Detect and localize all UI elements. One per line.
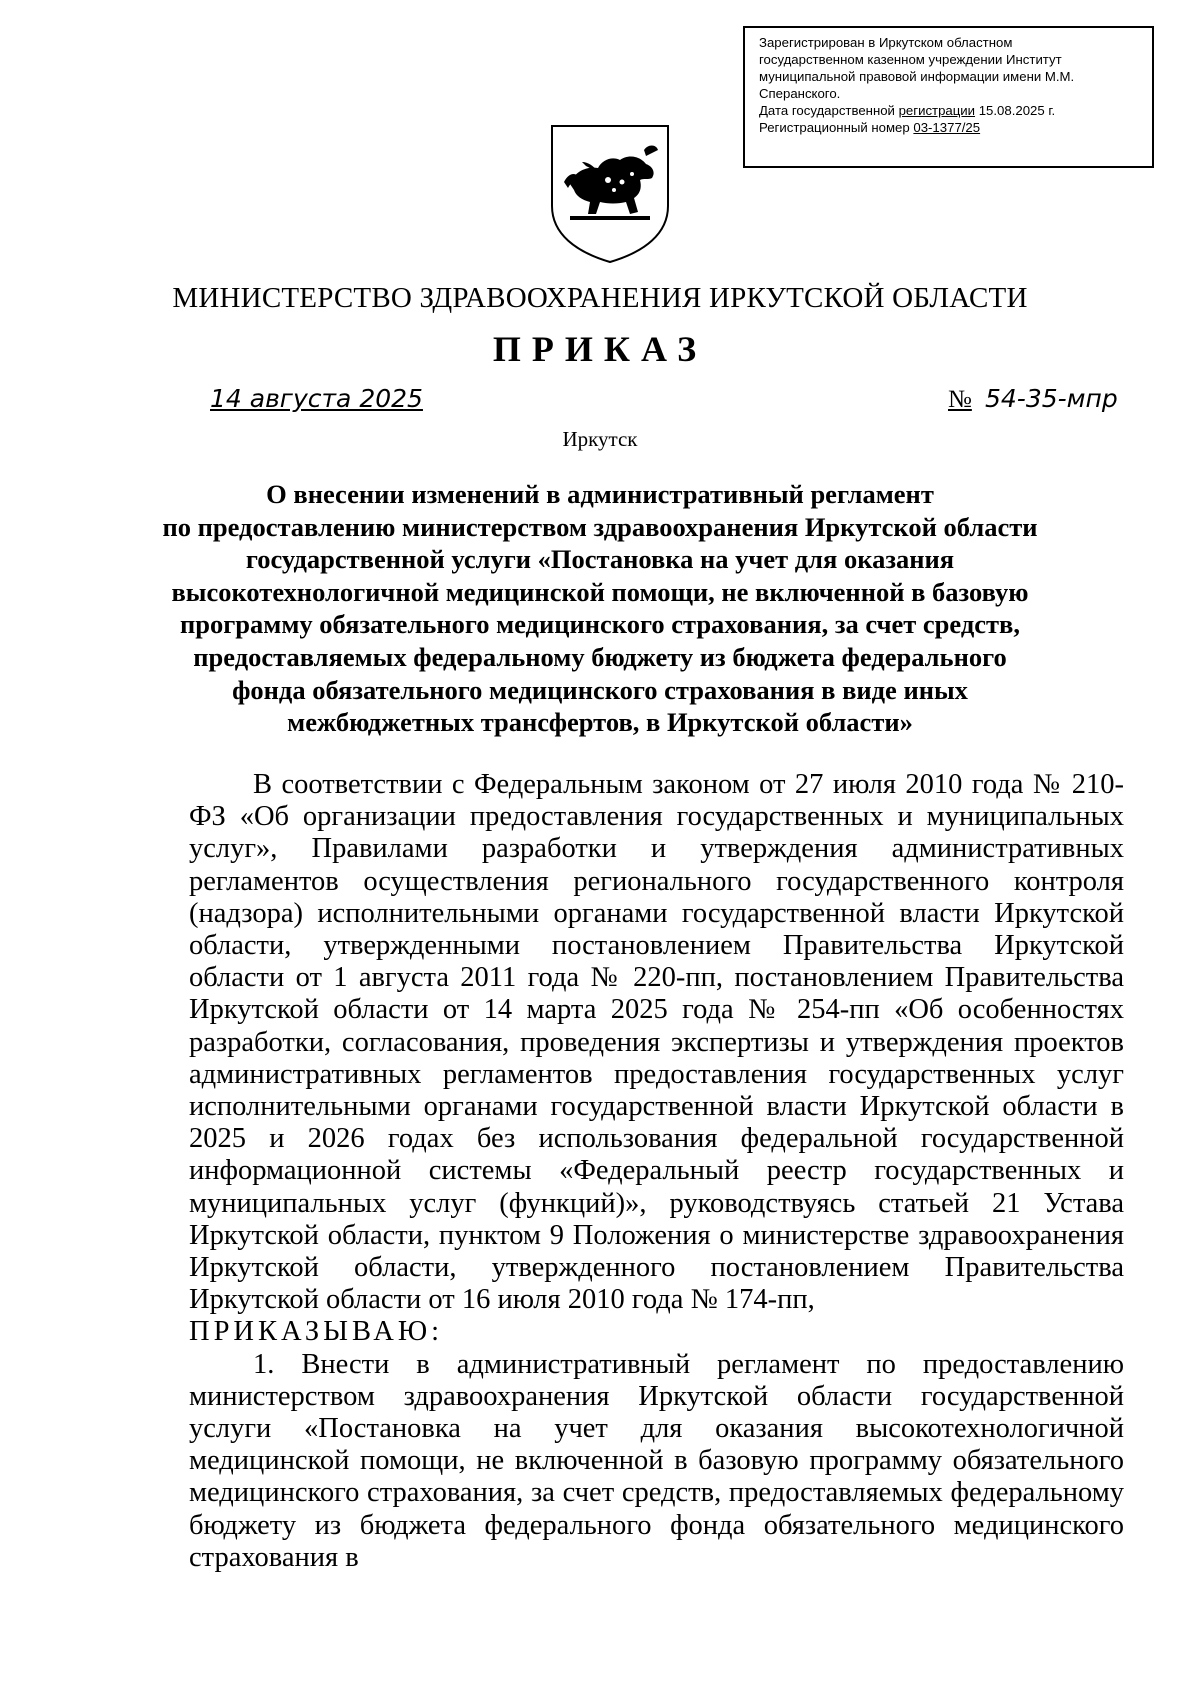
registration-line-4: Сперанского. (759, 86, 841, 101)
document-type: ПРИКАЗ (492, 329, 708, 369)
handwritten-date: 14 августа 2025 (210, 384, 423, 413)
title-line: программу обязательного медицинского страхования, за счет средств, (180, 609, 1020, 640)
registration-stamp (743, 26, 1154, 168)
registration-number-value: 03-1377/25 (913, 120, 981, 135)
ministry-name: МИНИСТЕРСТВО ЗДРАВООХРАНЕНИЯ ИРКУТСКОЙ ОБЛАСТИ (172, 282, 1028, 314)
irkutsk-coat-of-arms-icon (548, 122, 672, 266)
registration-date-underlined: регистрации (898, 103, 976, 118)
registration-date-value: 15.08.2025 г. (975, 103, 1056, 118)
preamble-paragraph: В соответствии с Федеральным законом от 27 июля 2010 года № 210-ФЗ «Об организации предоставления государственных и муниципальных услуг», Правилами разработки и утверждения административных регламентов осуществления регионального государственного контроля (надзора) исполнительными органами государственной власти Иркутской области, утвержденными постановлением Правительства Иркутской области от 1 августа 2011 года № 220-пп, постановлением Правительства Иркутской области от 14 марта 2025 года № 254-пп «Об особенностях разработки, согласования, проведения экспертизы и утверждения проектов административных регламентов предоставления государственных услуг исполнительными органами государственной власти Иркутской области в 2025 и 2026 годах без использования федеральной государственной информационной системы «Федеральный реестр государственных и муниципальных услуг (функций)», руководствуясь статьей 21 Устава Иркутской области, пунктом 9 Положения о министерстве здравоохранения Иркутской области, утвержденного постановлением Правительства Иркутской области от 16 июля 2010 года № 174-пп, (189, 769, 1124, 1316)
registration-date (759, 102, 1142, 119)
registration-date-prefix: Дата государственной (759, 103, 899, 118)
title-line: по предоставлению министерством здравоохранения Иркутской области (162, 511, 1038, 542)
number-sign: № (948, 386, 972, 413)
title-line: фонда обязательного медицинского страхования в виде иных (232, 674, 968, 705)
registration-line-2: государственном казенном учреждении Институт (759, 52, 1062, 67)
title-line: высокотехнологичной медицинской помощи, не включенной в базовую (171, 576, 1029, 607)
item-1-paragraph: 1. Внести в административный регламент по предоставлению министерством здравоохранения Иркутской области государственной услуги «Постановка на учет для оказания высокотехнологичной медицинской помощи, не включенной в базовую программу обязательного медицинского страхования, за счет средств, предоставляемых федеральному бюджету из бюджета федерального фонда обязательного медицинского страхования в (189, 1348, 1124, 1573)
handwritten-number: 54-35-мпр (985, 384, 1118, 413)
order-word: ПРИКАЗЫВАЮ: (189, 1316, 444, 1348)
registration-line-3: муниципальной правовой информации имени М.М. (759, 69, 1075, 84)
registration-line-1: Зарегистрирован в Иркутском областном (759, 35, 1013, 50)
title-line: О внесении изменений в административный регламент (266, 479, 934, 509)
document-body (189, 769, 1124, 1574)
document-title (160, 478, 1040, 739)
registration-number-prefix: Регистрационный номер (759, 120, 914, 135)
registration-number (759, 119, 1142, 136)
city: Иркутск (562, 427, 638, 451)
title-line: государственной услуги «Постановка на учет для оказания (245, 544, 955, 575)
title-line: предоставляемых федеральному бюджету из бюджета федерального (193, 641, 1007, 672)
title-line: межбюджетных трансфертов, в Иркутской области» (287, 707, 913, 738)
